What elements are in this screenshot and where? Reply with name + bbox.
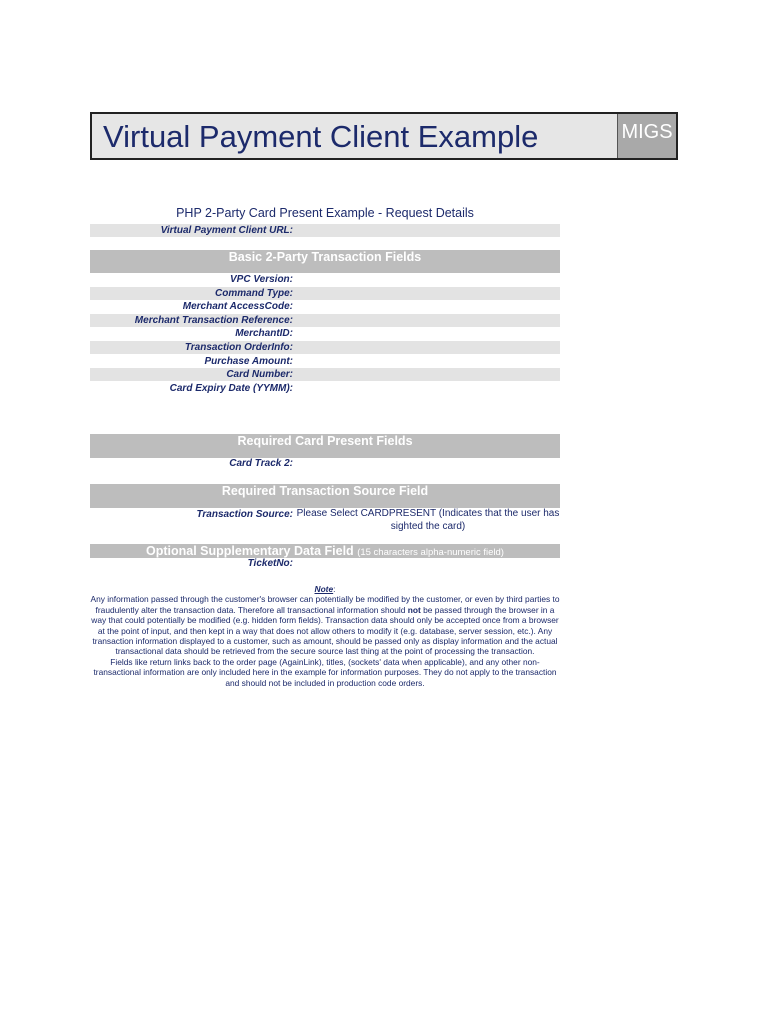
optional-section-header — [90, 544, 560, 558]
field-label: Purchase Amount: — [204, 356, 293, 367]
field-label: Command Type: — [215, 288, 293, 299]
migs-logo: MIGS — [617, 114, 676, 158]
note-paragraph-1: Any information passed through the customer's browser can potentially be modified by the customer, or even by third parties to fraudulently alter the transaction data. Therefore all transactional information should not be passed through the browser in a way that could potentially be modified (e.g. hidden form fields). Transaction data should only be accepted once from a browser at the point of input, and then kept in a way that does not allow others to modify it (e.g. database, server session, etc.). Any transaction information displayed to a customer, such as amount, should be passed only as display information and the actual transactional data should be retrieved from the secure source last thing at the point of processing the transaction. — [90, 594, 560, 657]
transaction-source-section-header: Required Transaction Source Field — [90, 484, 560, 508]
optional-section-title: Optional Supplementary Data Field — [146, 544, 354, 558]
page-header — [90, 112, 678, 160]
field-row-command-type — [90, 287, 560, 300]
field-label: Merchant AccessCode: — [182, 301, 293, 312]
transaction-source-value[interactable]: Please Select CARDPRESENT (Indicates that the user has sighted the card) — [296, 508, 560, 532]
field-label: Card Expiry Date (YYMM): — [169, 383, 293, 394]
field-label: TicketNo: — [247, 558, 293, 569]
vpc-url-row — [90, 224, 560, 237]
basic-fields-section-header: Basic 2-Party Transaction Fields — [90, 250, 560, 273]
note-paragraph-2: Fields like return links back to the order page (AgainLink), titles, (sockets' data when applicable), and any other non-transactional information are only included here in the example for information purposes. They do not apply to the transaction and should not be included in production code orders. — [93, 656, 557, 688]
field-row-vpc-version — [90, 273, 560, 286]
field-row-merchant-accesscode — [90, 300, 560, 313]
field-row-card-expiry — [90, 382, 560, 395]
field-label: Transaction Source: — [196, 509, 293, 520]
field-row-merchant-txn-ref — [90, 314, 560, 327]
field-row-ticket-no — [90, 557, 560, 570]
note-block: Note: Any information passed through the customer's browser can potentially be modified by the customer, or even by third parties to fraudulently alter the transaction data. Therefore all transactional information should not be passed through the browser in a way that could potentially be modified (e.g. hidden form fields). Transaction data should only be accepted once from a browser at the point of input, and then kept in a way that does not allow others to modify it (e.g. database, server session, etc.). Any transaction information displayed to a customer, such as amount, should be passed only as display information and the actual transactional data should be retrieved from the secure source last thing at the point of processing the transaction. Fields like return links back to the order page (AgainLink), titles, (sockets' data when applicable), and any other non-transactional information are only included here in the example for information purposes. They do not apply to the transaction and should not be included in production code orders. — [90, 584, 560, 688]
note-heading: Note — [314, 584, 334, 594]
field-row-purchase-amount — [90, 355, 560, 368]
optional-section-note: (15 characters alpha-numeric field) — [357, 547, 504, 558]
field-row-card-track-2 — [90, 457, 560, 470]
field-label: MerchantID: — [235, 328, 293, 339]
vpc-url-label: Virtual Payment Client URL: — [160, 225, 293, 236]
field-label: VPC Version: — [230, 274, 293, 285]
field-row-transaction-source — [90, 508, 560, 534]
field-row-order-info — [90, 341, 560, 354]
field-row-card-number — [90, 368, 560, 381]
field-label: Card Number: — [226, 369, 293, 380]
field-label: Transaction OrderInfo: — [184, 342, 293, 353]
field-row-merchant-id — [90, 327, 560, 340]
page-title: Virtual Payment Client Example — [103, 119, 539, 154]
field-label: Merchant Transaction Reference: — [134, 315, 293, 326]
field-label: Card Track 2: — [229, 458, 293, 469]
card-present-section-header: Required Card Present Fields — [90, 434, 560, 458]
page-subtitle: PHP 2-Party Card Present Example - Request Details — [176, 206, 474, 220]
